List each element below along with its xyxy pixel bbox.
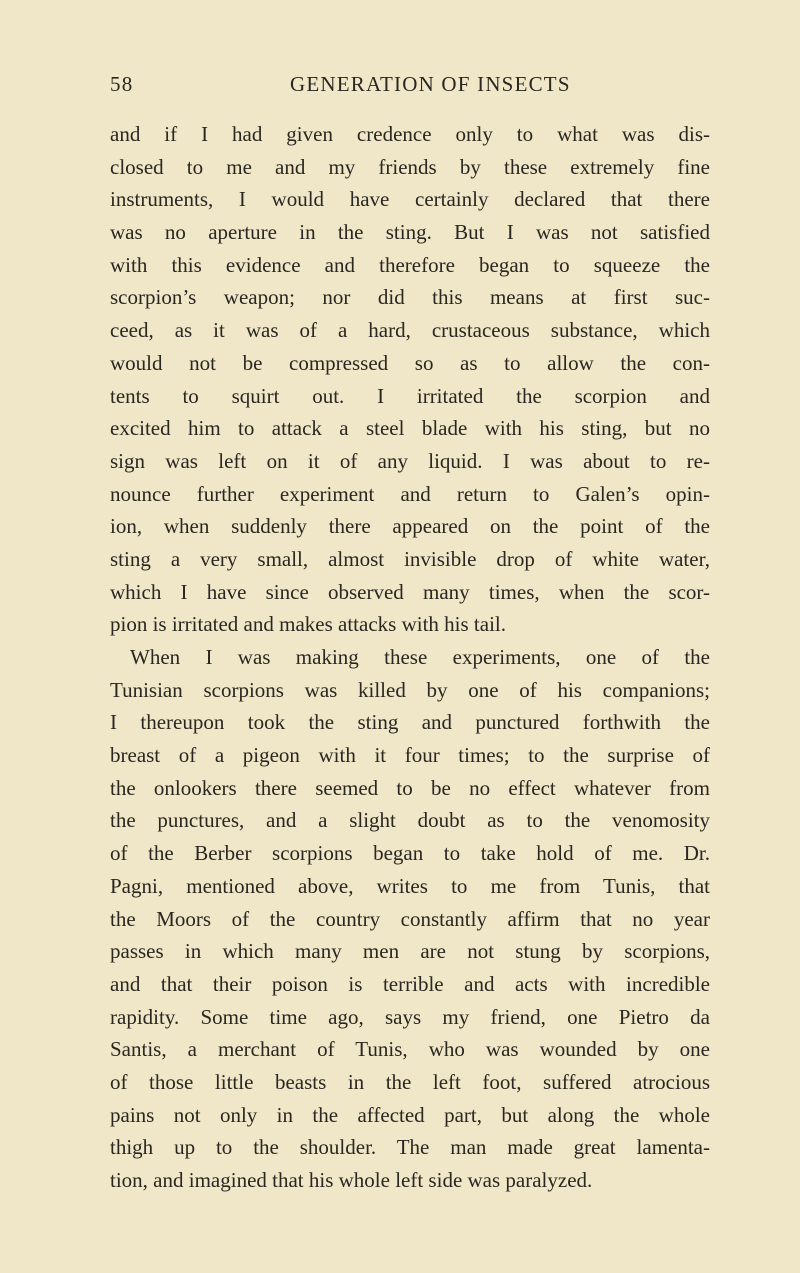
- text-line: ceed, as it was of a hard, crustaceous substance, which: [110, 318, 710, 343]
- text-line: was no aperture in the sting. But I was not satisfied: [110, 220, 710, 245]
- text-line: sign was left on it of any liquid. I was about to re-: [110, 448, 710, 473]
- text-line: excited him to attack a steel blade with his sting, but no: [110, 416, 710, 441]
- text-line: which I have since observed many times, when the scor-: [110, 579, 710, 604]
- text-line: of those little beasts in the left foot, suffered atrocious: [110, 1069, 710, 1094]
- text-line: breast of a pigeon with it four times; to the surprise of: [110, 743, 710, 768]
- body-text: [110, 118, 710, 1197]
- page-number: 58: [110, 72, 134, 96]
- text-line: the punctures, and a slight doubt as to the venomosity: [110, 808, 710, 833]
- text-line: Santis, a merchant of Tunis, who was wounded by one: [110, 1037, 710, 1062]
- text-line: tents to squirt out. I irritated the scorpion and: [110, 383, 710, 408]
- text-line: would not be compressed so as to allow the con-: [110, 350, 710, 375]
- text-line: When I was making these experiments, one of the: [130, 645, 710, 669]
- text-line: Tunisian scorpions was killed by one of his companions;: [110, 677, 710, 702]
- text-line: sting a very small, almost invisible drop of white water,: [110, 546, 710, 571]
- text-line: the onlookers there seemed to be no effect whatever from: [110, 775, 710, 800]
- text-line: Pagni, mentioned above, writes to me from Tunis, that: [110, 873, 710, 898]
- text-line: closed to me and my friends by these extremely fine: [110, 154, 710, 179]
- running-head: [110, 72, 710, 106]
- text-line: nounce further experiment and return to Galen’s opin-: [110, 481, 710, 506]
- text-line: passes in which many men are not stung by scorpions,: [110, 939, 710, 964]
- text-line: pains not only in the affected part, but along the whole: [110, 1102, 710, 1127]
- text-line: and if I had given credence only to what was dis-: [110, 122, 710, 146]
- text-line: instruments, I would have certainly declared that there: [110, 187, 710, 212]
- text-line: with this evidence and therefore began to squeeze the: [110, 252, 710, 277]
- running-title: GENERATION OF INSECTS: [290, 72, 571, 96]
- text-line: pion is irritated and makes attacks with his tail.: [110, 612, 506, 637]
- text-line: scorpion’s weapon; nor did this means at first suc-: [110, 285, 710, 310]
- text-line: tion, and imagined that his whole left side was paralyzed.: [110, 1168, 593, 1192]
- text-line: ion, when suddenly there appeared on the point of the: [110, 514, 710, 539]
- text-line: the Moors of the country constantly affirm that no year: [110, 906, 710, 931]
- text-line: and that their poison is terrible and acts with incredible: [110, 971, 710, 996]
- text-line: rapidity. Some time ago, says my friend, one Pietro da: [110, 1004, 710, 1029]
- text-line: I thereupon took the sting and punctured forthwith the: [110, 710, 710, 735]
- text-line: of the Berber scorpions began to take hold of me. Dr.: [110, 841, 710, 866]
- text-line: thigh up to the shoulder. The man made great lamenta-: [110, 1135, 710, 1160]
